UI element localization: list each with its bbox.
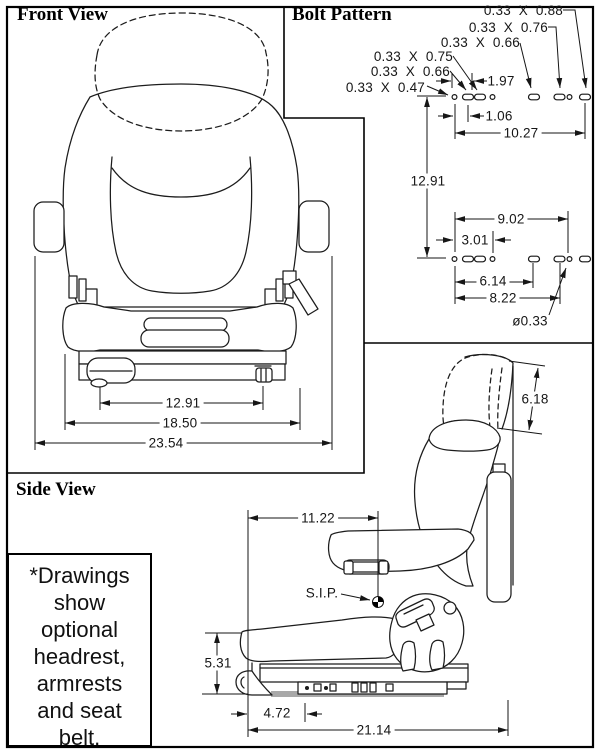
- dim-lower-outer: 8.22: [486, 291, 519, 306]
- bolt-slot-label-3: 0.33 X 0.66: [440, 35, 520, 50]
- bolt-slot-label-1: 0.33 X 0.88: [483, 3, 563, 18]
- dim-first-slot-spacing: 1.06: [485, 108, 513, 124]
- dim-hole-diameter: ø0.33: [512, 313, 548, 329]
- dim-front-overall-width: 23.54: [146, 436, 187, 451]
- note-line: and seat: [37, 698, 122, 723]
- note-line: armrests: [36, 671, 123, 696]
- dim-base-height: 5.31: [201, 656, 234, 671]
- options-note: [7, 553, 152, 750]
- bolt-slot-label-4: 0.33 X 0.75: [373, 49, 453, 64]
- note-line: headrest,: [33, 644, 126, 669]
- sip-label: S.I.P.: [305, 585, 339, 601]
- dim-headrest-height: 6.18: [518, 392, 551, 407]
- note-line: belt.: [58, 725, 101, 750]
- sip-marker-icon: [373, 597, 384, 608]
- side-view-title: Side View: [16, 479, 96, 500]
- dim-front-cushion-width: 18.50: [160, 416, 201, 431]
- bolt-pattern-title: Bolt Pattern: [292, 4, 392, 25]
- bolt-slot-label-6: 0.33 X 0.47: [345, 80, 425, 95]
- dim-row-gap: 12.91: [408, 174, 449, 189]
- dim-lower-inner: 3.01: [458, 233, 491, 248]
- dim-slot-pair-spacing: 1.97: [487, 73, 515, 89]
- note-line: optional: [40, 617, 119, 642]
- dim-lower-width: 9.02: [494, 212, 527, 227]
- note-line: *Drawings: [29, 563, 130, 588]
- dim-lower-mid: 6.14: [476, 274, 509, 289]
- dim-sip-setback: 11.22: [298, 511, 338, 526]
- note-line: show: [53, 590, 106, 615]
- bolt-slot-label-2: 0.33 X 0.76: [468, 20, 548, 35]
- front-view-title: Front View: [17, 4, 108, 25]
- dim-front-offset: 4.72: [263, 705, 291, 721]
- side-view-drawing: [236, 354, 513, 697]
- bolt-slot-label-5: 0.33 X 0.66: [370, 64, 450, 79]
- dim-top-row-width: 10.27: [501, 126, 542, 141]
- dim-overall-depth: 21.14: [354, 723, 395, 738]
- dim-front-mount-width: 12.91: [163, 396, 204, 411]
